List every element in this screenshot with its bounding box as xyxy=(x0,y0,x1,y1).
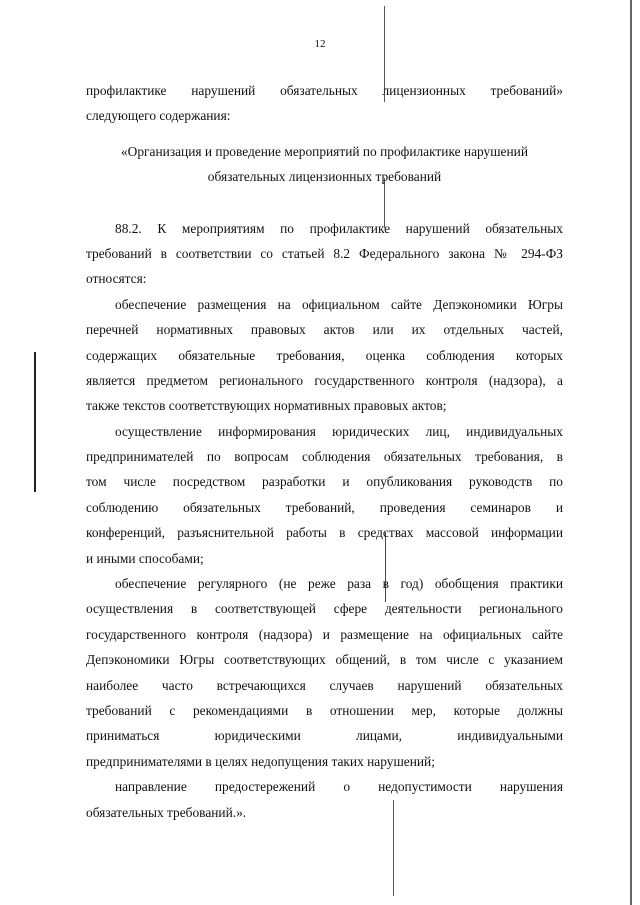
page-number: 12 xyxy=(314,38,326,50)
paragraph-4-line-3: государственного контроля (надзора) и размещение на официальных сайте xyxy=(86,626,563,642)
document-body xyxy=(86,78,563,825)
paragraph-3-line-6: и иными способами; xyxy=(86,550,204,566)
paragraph-2-line-1: обеспечение размещения на официальном сайте Депэкономики Югры xyxy=(115,296,563,312)
paragraph-4-line-1: обеспечение регулярного (не реже раза в год) обобщения практики xyxy=(115,576,563,592)
paragraph-4-line-6: требований с рекомендациями в отношении мер, которые должны xyxy=(86,702,563,718)
paragraph-2-line-4: является предметом регионального государственного контроля (надзора), а xyxy=(86,372,563,388)
paragraph-4-line-7: приниматься юридическими лицами, индивидуальными xyxy=(86,728,563,744)
paragraph-4-line-4: Депэкономики Югры соответствующих общений, в том числе с указанием xyxy=(86,652,563,668)
paragraph-4-line-2: осуществления в соответствующей сфере деятельности регионального xyxy=(86,601,563,617)
paragraph-3-line-4: соблюдению обязательных требований, проведения семинаров и xyxy=(86,499,563,515)
section-heading-line-1: «Организация и проведение мероприятий по профилактике нарушений xyxy=(120,143,528,159)
paragraph-3-line-3: том числе посредством разработки и опубликования руководств по xyxy=(86,474,563,490)
paragraph-2-line-2: перечней нормативных правовых актов или их отдельных частей, xyxy=(86,322,563,338)
scan-mark-left xyxy=(34,352,36,492)
paragraph-2-line-5: также текстов соответствующих нормативных правовых актов; xyxy=(86,398,447,414)
section-heading-line-2: обязательных лицензионных требований xyxy=(207,169,442,185)
paragraph-3-line-2: предпринимателей по вопросам соблюдения обязательных требования, в xyxy=(86,449,563,465)
paragraph-1-line-3: относятся: xyxy=(86,271,147,287)
intro-line-2: следующего содержания: xyxy=(86,108,231,124)
paragraph-5-line-1: направление предостережений о недопустимости нарушения xyxy=(115,779,563,795)
scan-mark-right-edge xyxy=(630,0,632,905)
paragraph-2-line-3: содержащих обязательные требования, оценка соблюдения которых xyxy=(86,347,563,363)
intro-line-1: профилактике нарушений обязательных лицензионных требований» xyxy=(86,83,563,98)
paragraph-4-line-8: предпринимателями в целях недопущения таких нарушений; xyxy=(86,753,435,769)
paragraph-5-line-2: обязательных требований.». xyxy=(86,804,247,820)
paragraph-1-line-1: 88.2. К мероприятиям по профилактике нарушений обязательных xyxy=(115,220,563,236)
paragraph-4-line-5: наиболее часто встречающихся случаев нарушений обязательных xyxy=(86,677,563,693)
paragraph-1-line-2: требований в соответствии со статьей 8.2 Федерального закона № 294-ФЗ xyxy=(86,245,563,261)
paragraph-3-line-5: конференций, разъяснительной работы в средствах массовой информации xyxy=(86,525,563,541)
paragraph-3-line-1: осуществление информирования юридических лиц, индивидуальных xyxy=(115,423,563,439)
